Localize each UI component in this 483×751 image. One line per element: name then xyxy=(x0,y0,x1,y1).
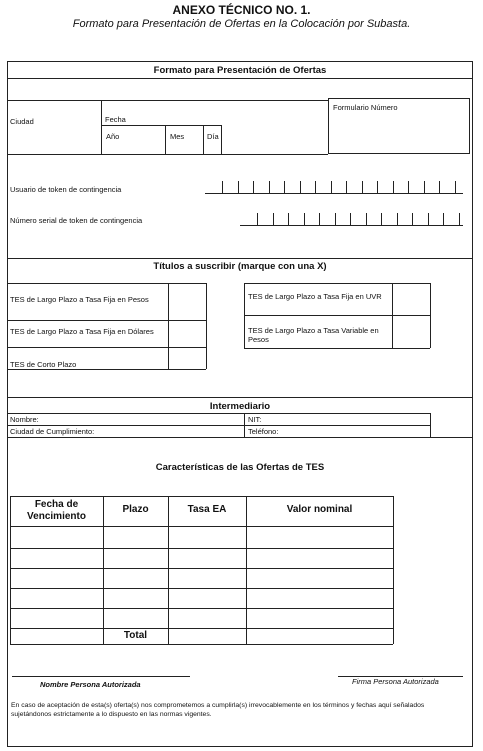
anio-label: Año xyxy=(106,132,120,141)
firma-persona-autorizada: Firma Persona Autorizada xyxy=(352,677,439,686)
disclaimer-text: En caso de aceptación de esta(s) oferta(s) nos comprometemos a cumplirla(s) irrevocablemente en los términos y fechas aquí señalados sujetándonos estrictamente a lo dispuesto en las normas vigentes. xyxy=(11,702,425,718)
titulo-largo-variable-pesos: TES de Largo Plazo a Tasa Variable en Pesos xyxy=(248,326,379,344)
token-digit-slot xyxy=(253,181,254,194)
token-digit-slot xyxy=(319,213,320,226)
token-digit-slot xyxy=(381,213,382,226)
token-digit-slot xyxy=(304,213,305,226)
token-digit-slot xyxy=(377,181,378,194)
nombre-label: Nombre: xyxy=(10,415,39,424)
token-digit-slot xyxy=(284,181,285,194)
token-digit-slot xyxy=(257,213,258,226)
token-digit-slot xyxy=(350,213,351,226)
checkbox-largo-fija-dolares[interactable] xyxy=(169,321,206,347)
checkbox-corto-plazo[interactable] xyxy=(169,348,206,369)
telefono-label: Teléfono: xyxy=(248,427,279,436)
offers-table-header: Valor nominal xyxy=(286,504,353,515)
token-digit-slot xyxy=(238,181,239,194)
offers-table-header: Fecha de Vencimiento xyxy=(27,499,86,522)
token-digit-slot xyxy=(459,213,460,226)
token-digit-slot xyxy=(288,213,289,226)
checkbox-largo-variable-pesos[interactable] xyxy=(393,316,430,348)
titulo-largo-fija-pesos: TES de Largo Plazo a Tasa Fija en Pesos xyxy=(10,295,149,304)
token-digit-slot xyxy=(315,181,316,194)
token-digit-slot xyxy=(424,181,425,194)
token-digit-slot xyxy=(300,181,301,194)
token-digit-slot xyxy=(439,181,440,194)
token-digit-slot xyxy=(273,213,274,226)
token-digit-slot xyxy=(366,213,367,226)
nombre-persona-autorizada: Nombre Persona Autorizada xyxy=(40,680,141,689)
ciudad-label: Ciudad xyxy=(10,117,34,126)
usuario-token-label: Usuario de token de contingencia xyxy=(10,185,122,194)
numero-serial-token-label: Número serial de token de contingencia xyxy=(10,216,143,225)
offers-table-header: Plazo xyxy=(122,504,149,515)
offers-table-header: Tasa EA xyxy=(187,504,227,515)
token-digit-slot xyxy=(408,181,409,194)
intermediario-header: Intermediario xyxy=(209,401,271,412)
token-digit-slot xyxy=(335,213,336,226)
document-subtitle: Formato para Presentación de Ofertas en la Colocación por Subasta. xyxy=(72,18,411,30)
token-digit-slot xyxy=(346,181,347,194)
token-digit-slot xyxy=(443,213,444,226)
titulos-header: Títulos a suscribir (marque con una X) xyxy=(153,261,327,272)
token-digit-slot xyxy=(397,213,398,226)
nit-label: NIT: xyxy=(248,415,262,424)
document-title: ANEXO TÉCNICO NO. 1. xyxy=(172,3,311,17)
token-digit-slot xyxy=(362,181,363,194)
fecha-label: Fecha xyxy=(105,115,126,124)
mes-label: Mes xyxy=(170,132,185,141)
token-digit-slot xyxy=(269,181,270,194)
token-digit-slot xyxy=(412,213,413,226)
offers-table-total: Total xyxy=(123,630,148,641)
token-digit-slot xyxy=(428,213,429,226)
titulo-largo-fija-uvr: TES de Largo Plazo a Tasa Fija en UVR xyxy=(248,292,382,301)
caracteristicas-header: Características de las Ofertas de TES xyxy=(155,462,325,473)
formulario-numero-label: Formulario Número xyxy=(333,103,398,112)
token-digit-slot xyxy=(393,181,394,194)
checkbox-largo-fija-uvr[interactable] xyxy=(393,284,430,315)
dia-label: Día xyxy=(207,132,219,141)
token-digit-slot xyxy=(455,181,456,194)
titulo-largo-fija-dolares: TES de Largo Plazo a Tasa Fija en Dólares xyxy=(10,327,154,336)
token-digit-slot xyxy=(331,181,332,194)
titulo-corto-plazo: TES de Corto Plazo xyxy=(10,360,77,369)
ciudad-cumplimiento-label: Ciudad de Cumplimiento: xyxy=(10,427,95,436)
form-header: Formato para Presentación de Ofertas xyxy=(153,65,327,76)
checkbox-largo-fija-pesos[interactable] xyxy=(169,284,206,320)
token-digit-slot xyxy=(222,181,223,194)
